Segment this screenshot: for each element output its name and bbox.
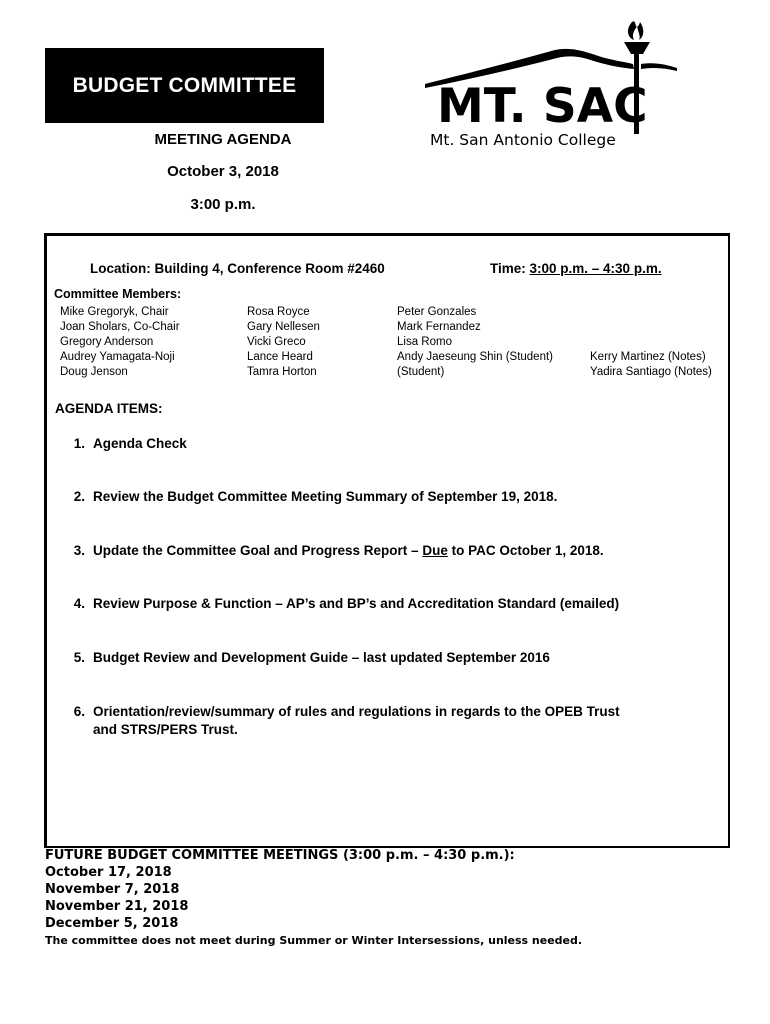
future-meeting-date: December 5, 2018 bbox=[45, 916, 179, 931]
agenda-item-text: Orientation/review/summary of rules and regulations in regards to the OPEB Trust and STRS/PERS Trust. bbox=[93, 704, 620, 737]
meeting-time-range: Time: 3:00 p.m. – 4:30 p.m. bbox=[490, 261, 662, 276]
agenda-item-number: 3. bbox=[73, 543, 85, 558]
meeting-time: 3:00 p.m. bbox=[190, 196, 256, 213]
future-meetings bbox=[45, 847, 582, 949]
member: Mike Gregoryk, Chair bbox=[60, 306, 169, 318]
meeting-agenda-heading: MEETING AGENDA bbox=[154, 131, 292, 148]
members-column-4 bbox=[590, 350, 712, 380]
member: Andy Jaeseung Shin (Student) bbox=[397, 351, 553, 363]
member: Kerry Martinez (Notes) bbox=[590, 351, 706, 363]
intersession-note: The committee does not meet during Summer or Winter Intersessions, unless needed. bbox=[45, 934, 583, 947]
document-title: BUDGET COMMITTEE bbox=[45, 48, 324, 123]
future-meeting-date: November 21, 2018 bbox=[45, 899, 189, 914]
agenda-items-heading: AGENDA ITEMS: bbox=[55, 401, 163, 416]
future-meeting-date: October 17, 2018 bbox=[45, 865, 172, 880]
member: Gregory Anderson bbox=[60, 336, 154, 348]
future-meeting-date: November 7, 2018 bbox=[45, 882, 180, 897]
agenda-item-text: Review Purpose & Function – AP’s and BP’s and Accreditation Standard (emailed) bbox=[93, 596, 620, 611]
future-meetings-heading: FUTURE BUDGET COMMITTEE MEETINGS (3:00 p.m. – 4:30 p.m.): bbox=[45, 848, 515, 863]
meeting-date: October 3, 2018 bbox=[167, 163, 279, 180]
meeting-location: Location: Building 4, Conference Room #2460 bbox=[90, 261, 385, 276]
members-column-1 bbox=[60, 305, 180, 380]
member: Peter Gonzales bbox=[397, 306, 477, 318]
agenda-item-number: 2. bbox=[73, 489, 85, 504]
member: Lance Heard bbox=[247, 351, 313, 363]
member: Yadira Santiago (Notes) bbox=[590, 366, 712, 378]
agenda-item-number: 5. bbox=[73, 650, 85, 665]
agenda-item-text: Agenda Check bbox=[93, 436, 187, 451]
agenda-item-text: Update the Committee Goal and Progress Report – Due to PAC October 1, 2018. bbox=[93, 543, 604, 558]
member: Lisa Romo bbox=[397, 336, 452, 348]
logo-wordmark: MT. SAC bbox=[437, 79, 648, 134]
member: Doug Jenson bbox=[60, 366, 128, 378]
agenda-item-text: Budget Review and Development Guide – last updated September 2016 bbox=[93, 650, 550, 665]
member: Mark Fernandez bbox=[397, 321, 481, 333]
member: Gary Nellesen bbox=[247, 321, 320, 333]
committee-members-heading: Committee Members: bbox=[54, 287, 182, 301]
agenda-item-number: 6. bbox=[73, 704, 85, 719]
agenda-item-number: 1. bbox=[73, 436, 85, 451]
agenda-item-number: 4. bbox=[73, 596, 85, 611]
member: Rosa Royce bbox=[247, 306, 310, 318]
members-column-2 bbox=[247, 305, 320, 380]
member: Tamra Horton bbox=[247, 366, 317, 378]
member: Joan Sholars, Co-Chair bbox=[60, 321, 180, 333]
member: Audrey Yamagata-Noji bbox=[60, 351, 175, 363]
member: (Student) bbox=[397, 366, 445, 378]
member: Vicki Greco bbox=[247, 336, 306, 348]
logo-subtitle: Mt. San Antonio College bbox=[430, 131, 616, 149]
agenda-item-text: Review the Budget Committee Meeting Summary of September 19, 2018. bbox=[93, 489, 558, 504]
members-column-3 bbox=[397, 305, 553, 380]
